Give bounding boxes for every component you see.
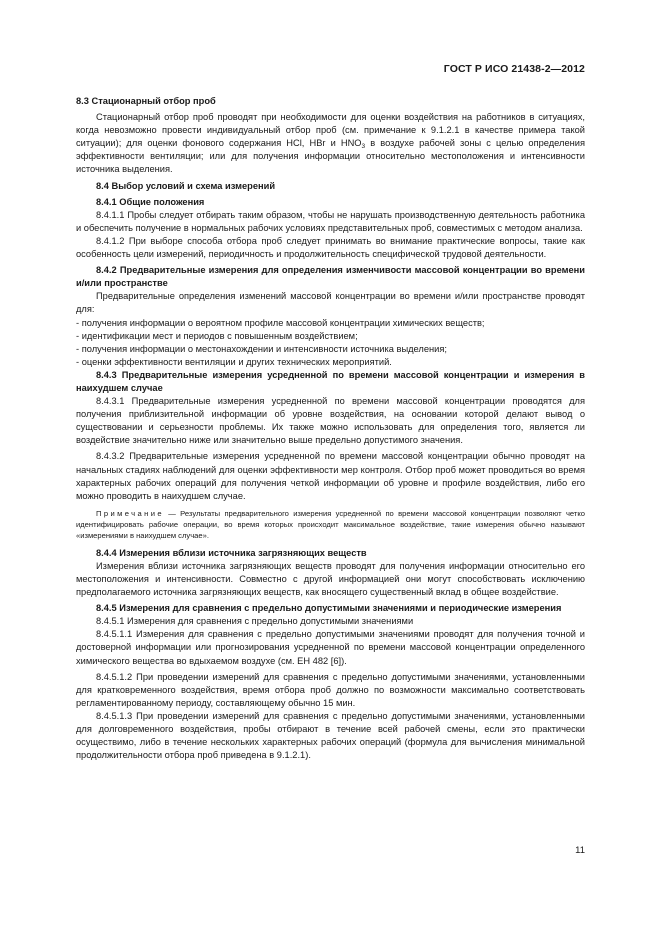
subscript-3: 3: [361, 143, 366, 151]
paragraph-8-4-1-2: 8.4.1.2 При выборе способа отбора проб следует принимать во внимание практические вопросы, такие как особенность цели измерений, периодичность и продолжительность специфической трудовой деятельности.: [76, 235, 585, 260]
paragraph-8-4-5-1: 8.4.5.1 Измерения для сравнения с предельно допустимыми значениями: [96, 616, 414, 627]
section-heading-8-4: 8.4 Выбор условий и схема измерений: [96, 180, 276, 191]
paragraph-8-4-3-2: 8.4.3.2 Предварительные измерения усредненной по времени массовой концентрации обычно проводят на начальных стадиях наблюдений для оценки эффективности мер контроля. Отбор проб может проводиться во время характерных рабочих операций для получения четкой информации об уровне и профиле воздействия, либо его можно проводить в наихудшем случае.: [76, 451, 585, 501]
paragraph-8-4-5-1-1: 8.4.5.1.1 Измерения для сравнения с предельно допустимыми значениями проводят для получения точной и достоверной информации или прогнозирования усредненной по времени массовой концентрации определенного химического вещества во вдыхаемом воздухе (см. ЕН 482 [6]).: [76, 629, 585, 666]
note-text: — Результаты предварительного измерения усредненной по времени массовой концентрации позволяют четко идентифицировать рабочие операции, во время которых происходит максимальное воздействие, такие измерения обычно называют «измерениями в наихудшем случае».: [76, 508, 585, 540]
list-item: - оценки эффективности вентиляции и других технических мероприятий.: [76, 356, 585, 369]
paragraph-8-4-1-1: 8.4.1.1 Пробы следует отбирать таким образом, чтобы не нарушать производственную деятельность работника и обеспечить получение в нормальных рабочих условиях представительных проб, совместимых с методом анализа.: [76, 209, 585, 233]
list-item: - получения информации о вероятном профиле массовой концентрации химических веществ;: [76, 317, 585, 330]
paragraph-8-3-part-b: в воздухе рабочей зоны с целью определения эффективности вентиляции; или для получения информации относительно местоположения и интенсивности источника выделения.: [76, 138, 585, 175]
section-heading-8-4-4: 8.4.4 Измерения вблизи источника загрязняющих веществ: [96, 547, 367, 558]
list-item: - идентификации мест и периодов с повышенным воздействием;: [76, 330, 585, 343]
paragraph-8-4-2: Предварительные определения изменений массовой концентрации во времени и/или пространстве проводят для:: [76, 291, 585, 315]
page-number: 11: [575, 845, 585, 856]
section-heading-8-4-1: 8.4.1 Общие положения: [96, 196, 205, 207]
section-heading-8-3: 8.3 Стационарный отбор проб: [76, 96, 216, 106]
note-label: Примечание: [96, 508, 164, 518]
paragraph-8-4-5-1-3: 8.4.5.1.3 При проведении измерений для сравнения с предельно допустимыми значениями, установленными для долговременного воздействия, пробы отбирают в течение всей рабочей смены, если это практически осуществимо, либо в течение нескольких характерных рабочих операций (формула для вычисления минимальной продолжительности отбора проб приведена в 9.1.2.1).: [76, 710, 585, 761]
paragraph-8-4-4: Измерения вблизи источника загрязняющих веществ проводят для получения информации относительно его местоположения и интенсивности. Совместно с другой информацией они могут способствовать исключению предполагаемого источника загрязняющих веществ, как вносящего существенный вклад в общее воздействие.: [76, 560, 585, 598]
paragraph-8-4-5-1-2: 8.4.5.1.2 При проведении измерений для сравнения с предельно допустимыми значениями, установленными для кратковременного воздействия, время отбора проб должно по возможности максимально соответствовать регламентированному периоду, составляющему обычно 15 мин.: [76, 671, 585, 708]
note: [76, 508, 585, 541]
paragraph-8-4-3-1: 8.4.3.1 Предварительные измерения усредненной по времени массовой концентрации проводятся для получения приблизительной информации об уровне воздействия, на основании которой делают вывод о существовании и серьезности проблемы. Их также можно использовать для определения того, является ли воздействие значительно ниже или значительно выше предельно допустимого значения.: [76, 396, 585, 446]
paragraph-8-3: [76, 111, 585, 176]
section-heading-8-4-5: 8.4.5 Измерения для сравнения с предельно допустимыми значениями и периодические измерения: [96, 603, 562, 614]
standard-designation: ГОСТ Р ИСО 21438-2—2012: [443, 63, 585, 75]
page-content: [76, 95, 585, 762]
section-heading-8-4-3: 8.4.3 Предварительные измерения усредненной по времени массовой концентрации и измерения в наихудшем случае: [76, 369, 585, 393]
paragraph-8-3-part-a: Стационарный отбор проб проводят при необходимости для оценки воздействия на работников в ситуациях, когда невозможно провести индивидуальный отбор проб (см. примечание к 9.1.2.1 в качестве примера такой ситуации); для оценки фонового содержания HCl, HBr и HNO: [76, 112, 585, 149]
list-item: - получения информации о местонахождении и интенсивности источника выделения;: [76, 343, 585, 356]
section-heading-8-4-2: 8.4.2 Предварительные измерения для определения изменчивости массовой концентрации во времени и/или пространстве: [76, 265, 585, 289]
